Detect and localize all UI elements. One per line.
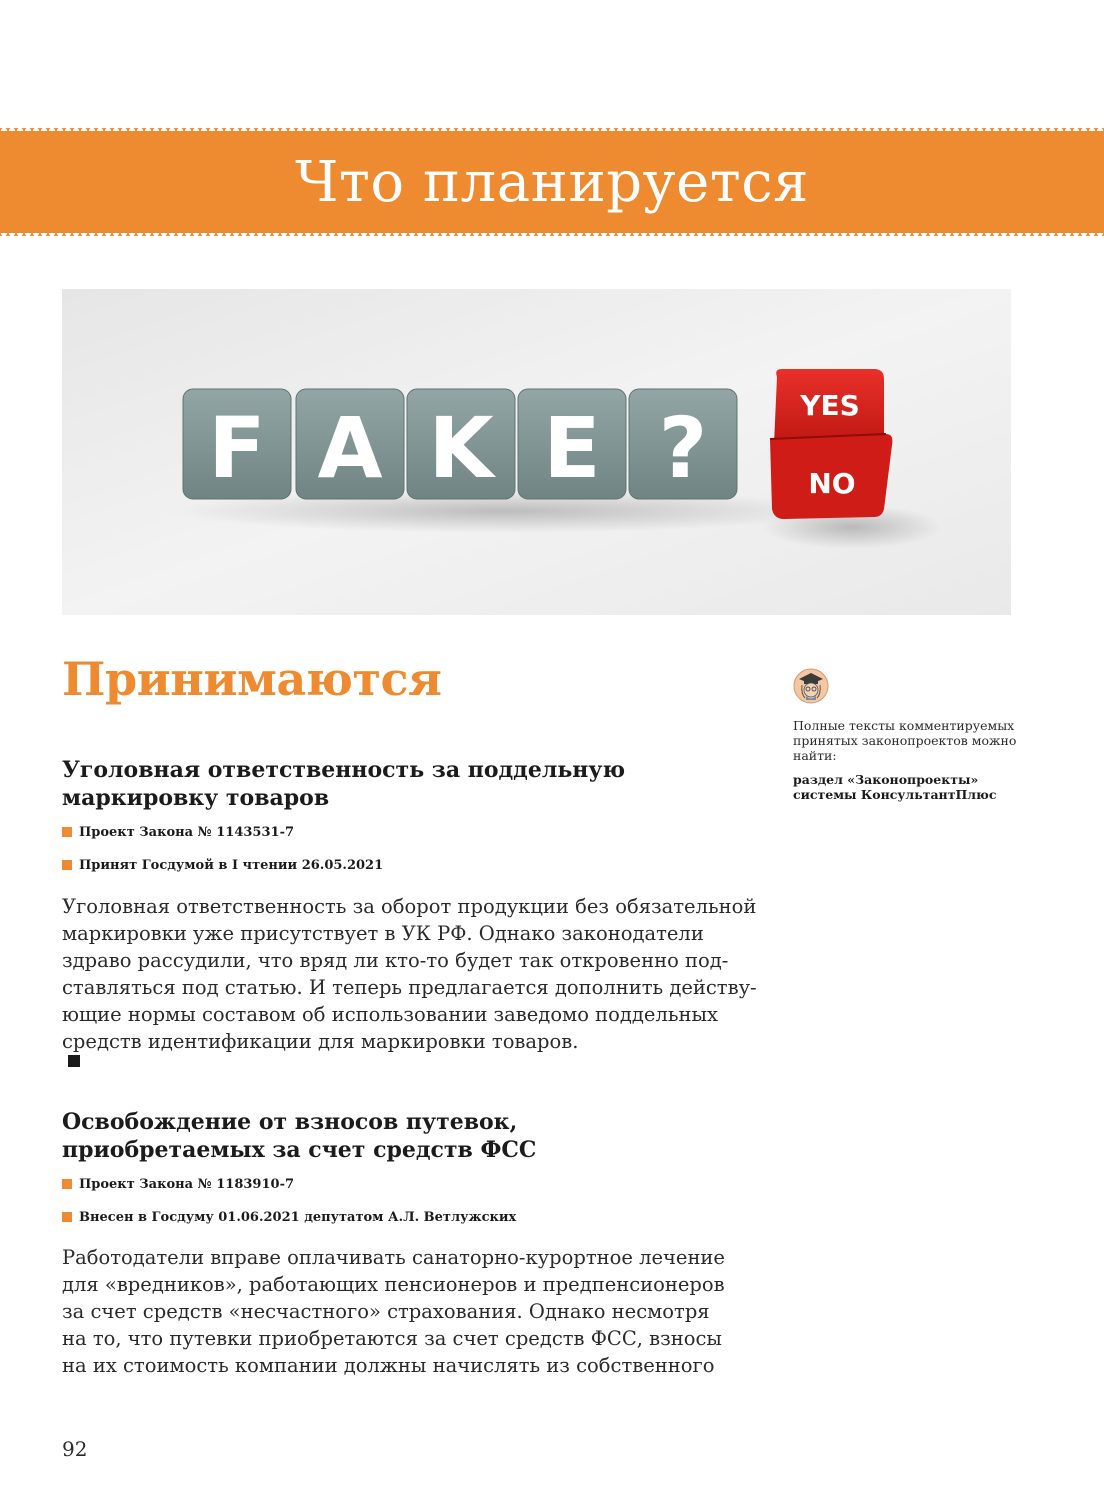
orange-bullet xyxy=(62,1179,72,1189)
bill-number: Проект Закона № 1183910-7 xyxy=(79,1176,295,1192)
body-line: Уголовная ответственность за оборот продукции без обязательной xyxy=(62,895,757,918)
article-title xyxy=(62,1108,722,1164)
body-line: ставляться под статью. И теперь предлагается дополнить действу- xyxy=(62,976,757,999)
cube-question xyxy=(629,389,737,499)
meta-line xyxy=(62,855,722,875)
end-of-article-mark xyxy=(68,1055,80,1067)
body-line: маркировки уже присутствует в УК РФ. Однако законодатели xyxy=(62,922,704,945)
article-meta xyxy=(62,822,722,888)
cube-k xyxy=(407,389,515,499)
body-line: на их стоимость компании должны начислять из собственного xyxy=(62,1354,715,1377)
sidebar-source: раздел «Законопроекты» системы КонсультантПлюс xyxy=(793,772,997,802)
section-banner xyxy=(0,128,1104,236)
body-line: для «вредников», работающих пенсионеров и предпенсионеров xyxy=(62,1273,725,1296)
article-body xyxy=(62,893,757,1067)
article-title xyxy=(62,756,722,812)
cube-letter: F xyxy=(208,399,266,497)
meta-line xyxy=(62,1207,722,1227)
sidebar-text: Полные тексты комментируемых принятых законопроектов можно найти: xyxy=(793,718,1017,763)
meta-line xyxy=(62,822,722,842)
article-title-line: Уголовная ответственность за поддельную xyxy=(62,757,626,783)
sidebar-note xyxy=(793,668,1033,802)
no-label: NO xyxy=(808,467,856,500)
article-title-line: маркировку товаров xyxy=(62,785,330,811)
section-title: Принимаются xyxy=(62,652,442,706)
cube-letter: A xyxy=(317,399,383,497)
bill-status: Принят Госдумой в I чтении 26.05.2021 xyxy=(79,857,384,873)
body-line: средств идентификации для маркировки товаров. xyxy=(62,1030,579,1053)
banner-title: Что планируется xyxy=(295,149,809,215)
cube-f xyxy=(183,389,291,499)
body-line: здраво рассудили, что вряд ли кто-то будет так откровенно под- xyxy=(62,949,729,972)
orange-bullet xyxy=(62,1212,72,1222)
bill-status: Внесен в Госдуму 01.06.2021 депутатом А.Л. Ветлужских xyxy=(79,1209,517,1225)
body-line: на то, что путевки приобретаются за счет средств ФСС, взносы xyxy=(62,1327,722,1350)
orange-bullet xyxy=(62,860,72,870)
article-meta xyxy=(62,1174,722,1240)
professor-avatar-icon xyxy=(793,668,829,704)
body-line-last xyxy=(62,1028,742,1067)
cube-letter: E xyxy=(543,399,601,497)
body-line: за счет средств «несчастного» страхования. Однако несмотря xyxy=(62,1300,710,1323)
page-number: 92 xyxy=(62,1437,88,1461)
cube-letter: K xyxy=(428,399,494,497)
cube-a xyxy=(296,389,404,499)
body-line: Работодатели вправе оплачивать санаторно-курортное лечение xyxy=(62,1246,725,1269)
bill-number: Проект Закона № 1143531-7 xyxy=(79,824,295,840)
cube-letter: ? xyxy=(658,399,708,497)
body-line: ющие нормы составом об использовании заведомо поддельных xyxy=(62,1003,718,1026)
fake-dice-photo xyxy=(62,289,1011,615)
red-cube xyxy=(770,369,892,519)
cube-e xyxy=(518,389,626,499)
article-body xyxy=(62,1244,742,1379)
article-title-line: Освобождение от взносов путевок, xyxy=(62,1109,518,1135)
yes-label: YES xyxy=(800,389,860,422)
article-title-line: приобретаемых за счет средств ФСС xyxy=(62,1137,537,1163)
meta-line xyxy=(62,1174,722,1194)
orange-bullet xyxy=(62,827,72,837)
